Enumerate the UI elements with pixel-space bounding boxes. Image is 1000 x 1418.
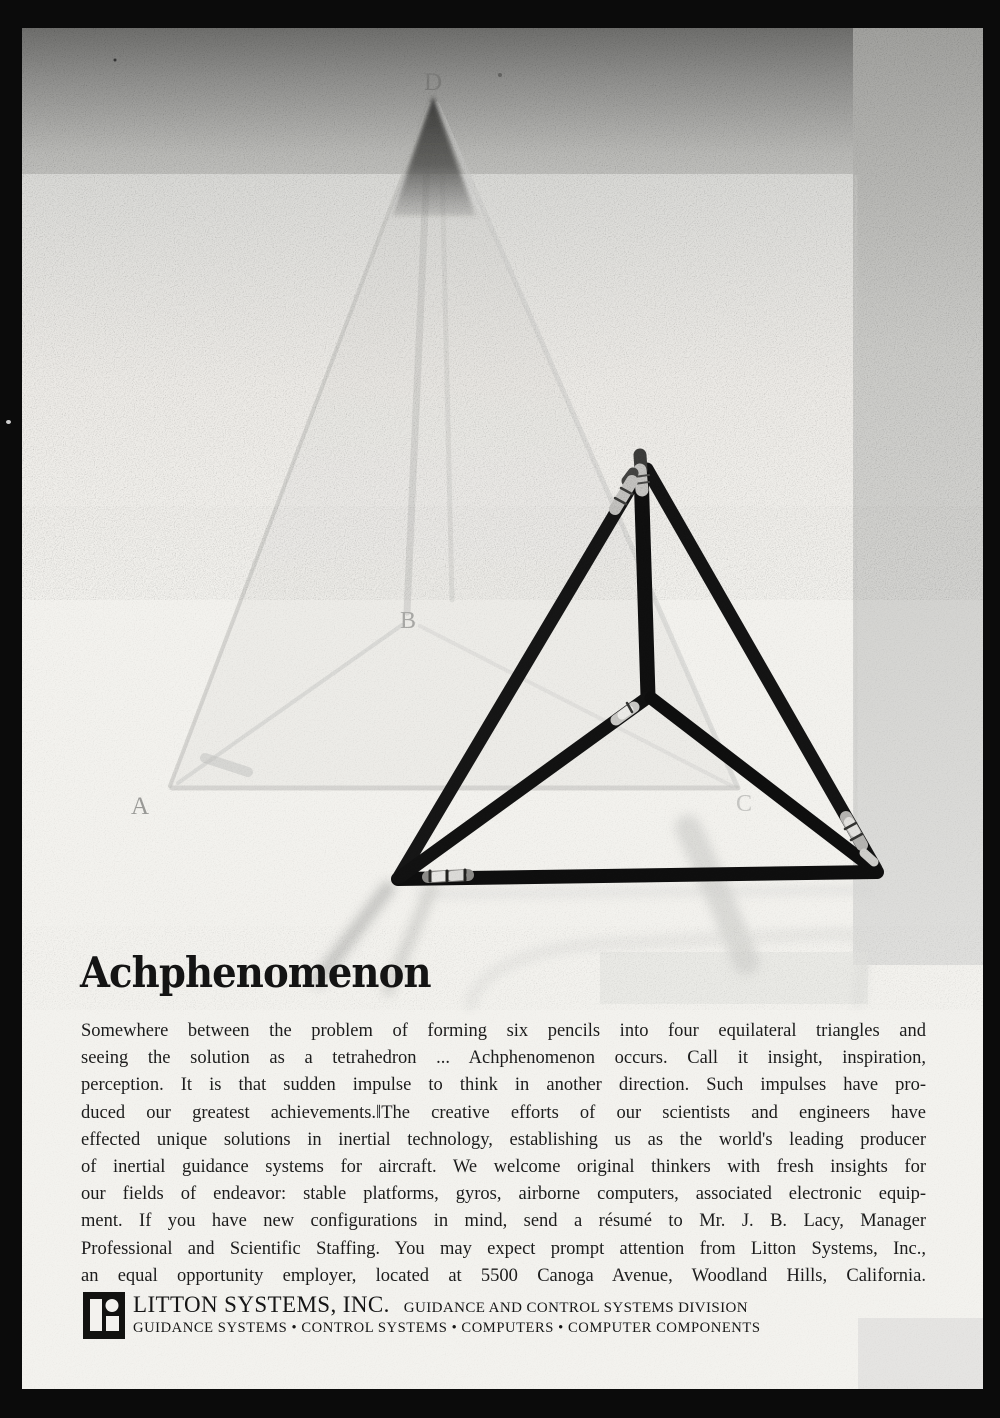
- product-lines: GUIDANCE SYSTEMS • CONTROL SYSTEMS • COMPUTERS • COMPUTER COMPONENTS: [133, 1320, 761, 1336]
- body-line: ment. If you have new configurations in mind, send a résumé to Mr. J. B. Lacy, Manager: [81, 1211, 926, 1232]
- body-line: duced our greatest achievements.‖The creative efforts of our scientists and engineers have: [81, 1102, 926, 1123]
- body-line: an equal opportunity employer, located at 5500 Canoga Avenue, Woodland Hills, California.: [81, 1265, 926, 1286]
- ad-headline: Achphenomenon: [80, 948, 431, 997]
- body-line: of inertial guidance systems for aircraft. We welcome original thinkers with fresh insights for: [81, 1156, 926, 1177]
- scan-speck: [6, 420, 11, 424]
- ad-body-paragraph: [81, 1018, 926, 1290]
- division-name: GUIDANCE AND CONTROL SYSTEMS DIVISION: [403, 1300, 749, 1316]
- body-line: perception. It is that sudden impulse to think in another direction. Such impulses have pro-: [81, 1075, 926, 1096]
- vertex-label-b: B: [400, 608, 417, 634]
- ad-footer: [83, 1292, 761, 1339]
- body-line: effected unique solutions in inertial technology, establishing us as the world's leading producer: [81, 1129, 926, 1150]
- vertex-label-a: A: [131, 793, 150, 820]
- vertex-label-c: C: [736, 791, 753, 817]
- company-name: LITTON SYSTEMS, INC.: [133, 1292, 390, 1317]
- litton-logo-icon: [83, 1292, 125, 1339]
- body-line: Somewhere between the problem of forming six pencils into four equilateral triangles and: [81, 1021, 926, 1041]
- body-line: Professional and Scientific Staffing. You may expect prompt attention from Litton Systems, Inc.,: [81, 1238, 926, 1259]
- body-line: seeing the solution as a tetrahedron ... Achphenomenon occurs. Call it insight, inspiration,: [81, 1048, 926, 1069]
- body-line: our fields of endeavor: stable platforms, gyros, airborne computers, associated electronic equip-: [81, 1184, 926, 1205]
- vertex-label-d: D: [424, 69, 443, 96]
